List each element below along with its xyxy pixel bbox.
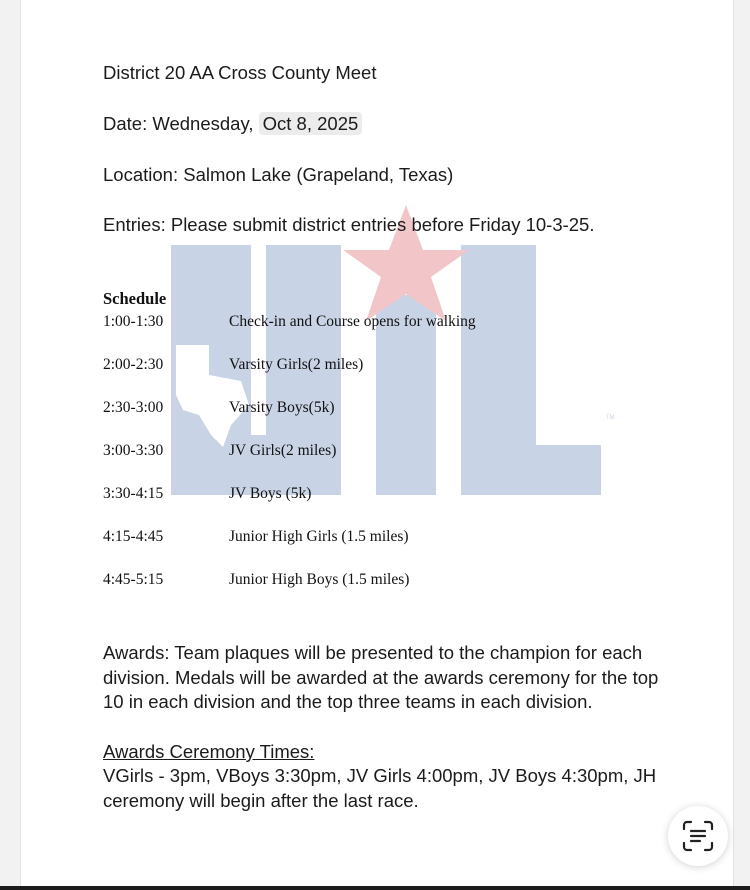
live-text-scan-icon [681,819,715,853]
location-line: Location: Salmon Lake (Grapeland, Texas) [103,164,454,185]
date-label: Date: Wednesday, [103,113,259,134]
schedule-time: 1:00-1:30 [103,313,164,330]
uil-logo-icon [171,205,621,505]
schedule-event: JV Girls(2 miles) [229,442,337,459]
schedule-event: Junior High Girls (1.5 miles) [229,528,409,545]
date-value[interactable]: Oct 8, 2025 [259,112,363,135]
schedule-event: Varsity Boys(5k) [229,399,335,416]
schedule-heading: Schedule [103,289,167,308]
document-title: District 20 AA Cross County Meet [103,62,377,83]
schedule-time: 4:15-4:45 [103,528,164,545]
schedule-time: 3:30-4:15 [103,485,164,502]
schedule-time: 2:30-3:00 [103,399,164,416]
schedule-time: 3:00-3:30 [103,442,164,459]
entries-line: Entries: Please submit district entries before Friday 10-3-25. [103,214,595,235]
awards-paragraph: Awards: Team plaques will be presented to the champion for each division. Medals will be awarded at the awards ceremony for the top 10 in each division and the top three teams in each division. [103,642,659,712]
schedule-event: Varsity Girls(2 miles) [229,356,364,373]
date-line [103,113,362,135]
schedule-time: 2:00-2:30 [103,356,164,373]
ceremony-times: VGirls - 3pm, VBoys 3:30pm, JV Girls 4:00pm, JV Boys 4:30pm, JH ceremony will begin after the last race. [103,765,657,811]
page-bottom-edge [0,886,750,890]
document-page [20,0,734,888]
schedule-time: 4:45-5:15 [103,571,164,588]
trademark-mark: TM [606,415,615,421]
schedule-event: Junior High Boys (1.5 miles) [229,571,410,588]
live-text-button[interactable] [668,806,728,866]
schedule-event: JV Boys (5k) [229,485,312,502]
schedule-event: Check-in and Course opens for walking [229,313,476,330]
ceremony-heading: Awards Ceremony Times: [103,741,315,762]
